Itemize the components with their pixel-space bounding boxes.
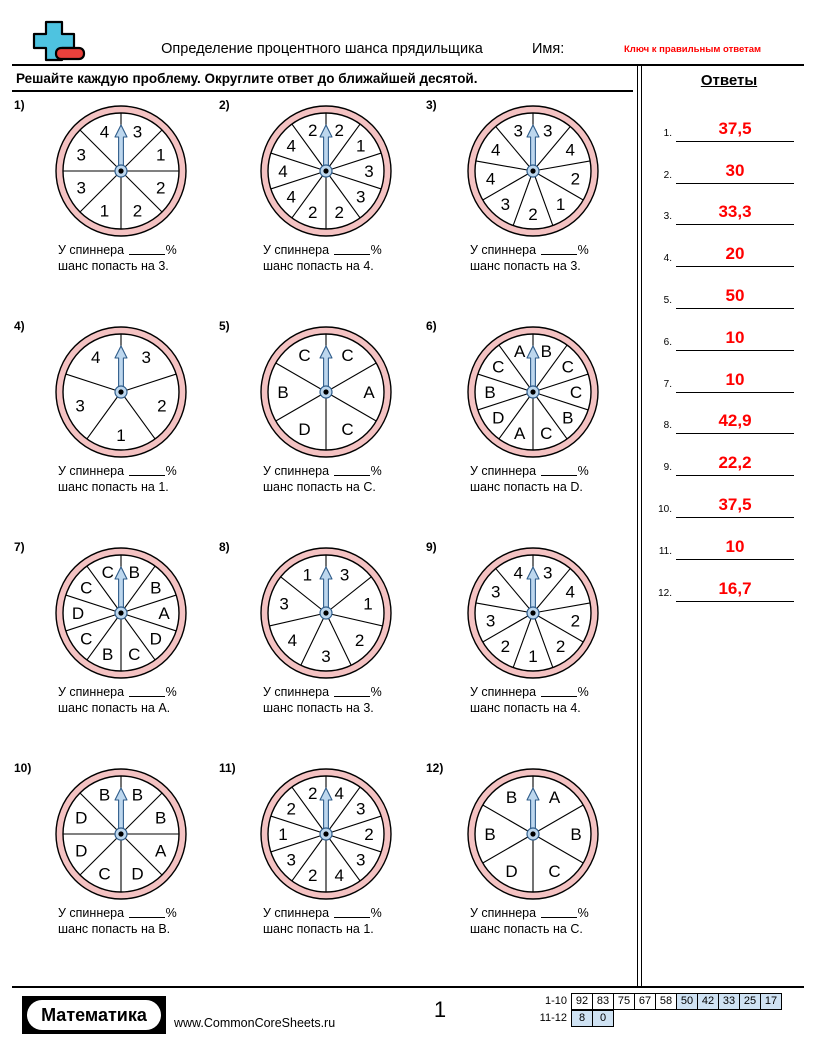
answer-number: 8. [663, 420, 672, 432]
answer-row [650, 351, 816, 393]
spinner-sector-label: D [492, 408, 505, 428]
spinner-sector-label: D [149, 629, 162, 649]
question-line1-prefix: У спиннера [470, 906, 540, 920]
problem-number: 7) [14, 540, 25, 554]
spinner-sector-label: 3 [513, 121, 524, 141]
answer-row [650, 142, 816, 184]
problem-number: 12) [426, 761, 444, 775]
answer-number: 2. [663, 169, 672, 181]
grading-scale-cell: 8 [571, 1010, 593, 1027]
spinner-sector-label: 4 [278, 162, 288, 181]
spinner-sector-label: B [562, 408, 574, 428]
answer-blank[interactable] [541, 243, 577, 255]
spinner-diagram [259, 546, 393, 680]
problem-item [217, 317, 417, 535]
spinner-sector-label: 3 [356, 799, 366, 819]
spinner-sector-label: C [98, 864, 111, 884]
grading-scale-cell: 0 [592, 1010, 614, 1027]
spinner-diagram [259, 767, 393, 901]
spinner-sector-label: A [514, 423, 526, 443]
spinner-sector-label: 2 [307, 121, 318, 141]
spinner-sector-label: 3 [141, 348, 152, 368]
spinner-sector-label: 3 [76, 145, 87, 165]
problem-item [12, 538, 212, 756]
problem-number: 2) [219, 98, 230, 112]
question-percent-sign: % [165, 685, 177, 699]
spinner-sector-label: 3 [364, 162, 374, 181]
problems-grid [12, 96, 632, 980]
problem-number: 5) [219, 319, 230, 333]
spinner-sector-label: 4 [491, 140, 501, 160]
spinner-sector-label: A [548, 787, 561, 807]
problem-item [217, 759, 417, 977]
answer-value: 20 [725, 244, 745, 264]
grading-scale [527, 993, 782, 1027]
spinner-arrow [320, 567, 332, 613]
spinner-sector-label: C [80, 629, 93, 649]
question-line2: шанс попасть на C. [263, 480, 376, 494]
spinner-sector-label: 4 [286, 136, 296, 156]
question-line2: шанс попасть на B. [58, 922, 171, 936]
spinner-sector-label: 4 [286, 187, 296, 207]
page-header [12, 14, 804, 66]
website-url: www.CommonCoreSheets.ru [174, 1016, 336, 1030]
spinner-sector-label: 4 [99, 122, 110, 142]
spinner-diagram [54, 325, 188, 459]
problems-row [12, 759, 632, 980]
answer-number: 10. [658, 503, 672, 515]
answer-number: 1. [663, 127, 672, 139]
problem-item [424, 96, 624, 314]
page-number: 1 [433, 997, 447, 1022]
answer-blank[interactable] [129, 906, 165, 918]
brand-label: Математика [27, 1000, 161, 1030]
answer-number: 3. [663, 211, 672, 223]
problems-row [12, 96, 632, 317]
problem-number: 1) [14, 98, 25, 112]
question-line2: шанс попасть на D. [470, 480, 583, 494]
problem-item [12, 317, 212, 535]
spinner-sector-label: 3 [75, 396, 85, 416]
column-divider [637, 66, 642, 986]
answer-value: 22,2 [718, 453, 752, 473]
problem-item [12, 759, 212, 977]
question-percent-sign: % [577, 243, 589, 257]
spinner-sector-label: 3 [356, 187, 366, 207]
spinner-arrow [320, 346, 332, 392]
spinner-sector-label: D [71, 604, 85, 623]
answer-row [650, 434, 816, 476]
answer-blank[interactable] [334, 464, 370, 476]
question-line2: шанс попасть на 1. [263, 922, 374, 936]
problems-row [12, 317, 632, 538]
spinner-arrow [115, 346, 127, 392]
spinner-arrow [527, 567, 539, 613]
question-line1-prefix: У спиннера [58, 685, 128, 699]
question-line2: шанс попасть на 4. [263, 259, 374, 273]
spinner-diagram [54, 767, 188, 901]
answer-value: 37,5 [718, 494, 752, 514]
spinner-sector-label: 3 [76, 178, 87, 198]
spinner-sector-label: 3 [279, 594, 289, 614]
grading-scale-cell: 75 [613, 993, 635, 1010]
spinner-sector-label: D [505, 862, 518, 882]
page-title: Определение процентного шанса прядильщика [161, 41, 483, 57]
spinner-sector-label: 2 [354, 630, 365, 650]
header-divider [12, 64, 804, 66]
spinner-sector-label: 3 [339, 565, 350, 585]
problem-item [217, 96, 417, 314]
grading-scale-cell: 58 [655, 993, 677, 1010]
answer-value: 42,9 [718, 411, 752, 431]
spinner-sector-label: C [561, 357, 574, 377]
answer-number: 6. [663, 336, 672, 348]
question-percent-sign: % [577, 464, 589, 478]
spinner-sector-label: 4 [334, 865, 345, 885]
problem-question-text [470, 242, 589, 274]
spinner-diagram [259, 325, 393, 459]
answer-blank[interactable] [334, 685, 370, 697]
answer-blank[interactable] [541, 685, 577, 697]
spinner-sector-label: 2 [155, 178, 166, 198]
spinner-sector-label: C [492, 357, 505, 377]
question-line1-prefix: У спиннера [470, 243, 540, 257]
answer-value: 37,5 [718, 118, 752, 138]
question-line1-prefix: У спиннера [58, 464, 128, 478]
answer-blank[interactable] [541, 906, 577, 918]
spinner-arrow [115, 125, 127, 171]
answer-row [650, 225, 816, 267]
spinner-sector-label: 2 [500, 636, 511, 656]
spinner-sector-label: 3 [286, 850, 296, 870]
problem-question-text [58, 242, 177, 274]
problem-question-text [58, 684, 177, 716]
question-line1-prefix: У спиннера [263, 906, 333, 920]
answer-row [650, 267, 816, 309]
spinner-arrow [320, 788, 332, 834]
spinner-sector-label: B [570, 825, 582, 844]
spinner-sector-label: 4 [334, 784, 345, 804]
answer-number: 4. [663, 253, 672, 265]
answer-blank[interactable] [541, 464, 577, 476]
answer-row [650, 393, 816, 435]
question-percent-sign: % [165, 243, 177, 257]
spinner-sector-label: D [298, 420, 311, 440]
answer-number: 9. [663, 462, 672, 474]
spinner-diagram [466, 546, 600, 680]
problem-question-text [470, 463, 589, 495]
spinner-sector-label: 2 [570, 611, 581, 631]
spinner-sector-label: 3 [356, 850, 366, 870]
spinner-sector-label: A [158, 604, 170, 623]
problem-number: 3) [426, 98, 437, 112]
question-percent-sign: % [165, 464, 177, 478]
spinner-sector-label: 2 [307, 865, 318, 885]
problem-question-text [58, 463, 177, 495]
grading-scale-cell: 42 [697, 993, 719, 1010]
spinner-arrow [115, 788, 127, 834]
spinner-sector-label: D [75, 808, 88, 828]
spinner-sector-label: 2 [555, 636, 566, 656]
spinner-sector-label: 3 [542, 563, 553, 583]
name-field-label: Имя: [532, 41, 565, 57]
spinner-sector-label: 2 [334, 202, 345, 222]
question-line2: шанс попасть на 1. [58, 480, 169, 494]
spinner-diagram [466, 767, 600, 901]
spinner-sector-label: D [75, 841, 88, 861]
question-line2: шанс попасть на 3. [263, 701, 374, 715]
problem-question-text [263, 463, 382, 495]
spinner-arrow [320, 125, 332, 171]
spinner-sector-label: 2 [364, 825, 374, 844]
footer-divider [12, 986, 804, 988]
spinner-sector-label: C [128, 644, 141, 664]
spinner-sector-label: 1 [555, 194, 566, 214]
answer-number: 7. [663, 378, 672, 390]
spinner-sector-label: B [102, 644, 114, 664]
question-percent-sign: % [370, 685, 382, 699]
grading-scale-cell: 92 [571, 993, 593, 1010]
spinner-sector-label: 1 [302, 565, 313, 585]
spinner-sector-label: C [80, 578, 93, 598]
problem-number: 10) [14, 761, 32, 775]
spinner-sector-label: 1 [99, 201, 110, 221]
spinner-sector-label: C [569, 383, 583, 402]
problem-question-text [263, 905, 382, 937]
spinner-sector-label: B [277, 383, 289, 402]
answers-list [650, 100, 816, 602]
spinner-sector-label: 1 [356, 136, 366, 156]
grading-scale-cell: 50 [676, 993, 698, 1010]
spinner-sector-label: B [131, 785, 144, 805]
problem-number: 8) [219, 540, 230, 554]
problem-item [424, 538, 624, 756]
answer-value: 30 [725, 160, 745, 180]
question-percent-sign: % [370, 243, 382, 257]
answer-row [650, 518, 816, 560]
spinner-sector-label: B [155, 808, 167, 828]
answer-row [650, 476, 816, 518]
spinner-sector-label: 1 [528, 647, 538, 666]
problem-number: 6) [426, 319, 437, 333]
spinner-sector-label: C [298, 345, 311, 365]
spinner-arrow [527, 125, 539, 171]
question-line1-prefix: У спиннера [58, 243, 128, 257]
spinner-sector-label: B [98, 785, 111, 805]
answer-blank[interactable] [129, 243, 165, 255]
question-line1-prefix: У спиннера [263, 464, 333, 478]
spinner-diagram [466, 325, 600, 459]
answer-blank[interactable] [334, 243, 370, 255]
spinner-diagram [259, 104, 393, 238]
spinner-sector-label: 4 [565, 582, 575, 602]
question-line2: шанс попасть на 3. [58, 259, 169, 273]
question-line1-prefix: У спиннера [263, 243, 333, 257]
spinner-sector-label: B [540, 342, 552, 362]
spinner-sector-label: D [131, 864, 144, 884]
spinner-sector-label: A [363, 383, 375, 402]
problem-number: 4) [14, 319, 25, 333]
problem-item [424, 759, 624, 977]
brand-logo [22, 996, 166, 1034]
spinner-sector-label: B [128, 563, 140, 583]
spinner-sector-label: C [540, 423, 553, 443]
spinner-sector-label: A [514, 342, 526, 362]
spinner-sector-label: 4 [287, 630, 298, 650]
spinner-sector-label: B [484, 383, 496, 402]
grading-scale-row-label: 11-12 [539, 1012, 567, 1024]
instructions-divider [12, 90, 633, 92]
spinner-arrow [527, 788, 539, 834]
grading-scale-cell: 67 [634, 993, 656, 1010]
answer-row [650, 184, 816, 226]
problem-question-text [470, 684, 589, 716]
question-line2: шанс попасть на A. [58, 701, 171, 715]
question-line1-prefix: У спиннера [470, 685, 540, 699]
answer-blank[interactable] [129, 464, 165, 476]
question-line1-prefix: У спиннера [263, 685, 333, 699]
spinner-diagram [54, 546, 188, 680]
grading-scale-cell: 33 [718, 993, 740, 1010]
spinner-sector-label: 4 [513, 563, 524, 583]
answer-row [650, 309, 816, 351]
answer-blank[interactable] [334, 906, 370, 918]
spinner-sector-label: 1 [363, 594, 373, 614]
spinner-sector-label: B [505, 787, 518, 807]
spinner-sector-label: B [484, 825, 496, 844]
spinner-sector-label: 2 [307, 784, 318, 804]
spinner-sector-label: C [341, 345, 354, 365]
spinner-sector-label: 4 [565, 140, 575, 160]
spinner-sector-label: C [341, 420, 354, 440]
spinner-sector-label: 3 [132, 122, 143, 142]
divider-line-left [637, 66, 638, 986]
spinner-sector-label: 4 [485, 169, 496, 189]
problems-row [12, 538, 632, 759]
answer-row [650, 100, 816, 142]
answer-value: 10 [725, 369, 745, 389]
question-line2: шанс попасть на C. [470, 922, 583, 936]
question-percent-sign: % [370, 464, 382, 478]
spinner-sector-label: 2 [307, 202, 318, 222]
question-percent-sign: % [577, 685, 589, 699]
problem-item [12, 96, 212, 314]
answers-panel-title: Ответы [700, 72, 758, 89]
spinner-sector-label: 1 [155, 145, 166, 165]
question-percent-sign: % [577, 906, 589, 920]
spinner-sector-label: B [150, 578, 162, 598]
divider-line-right [641, 66, 642, 986]
problem-question-text [58, 905, 177, 937]
spinner-diagram [466, 104, 600, 238]
spinner-sector-label: 2 [528, 205, 538, 224]
spinner-sector-label: C [101, 563, 114, 583]
answer-value: 16,7 [718, 578, 752, 598]
grading-scale-row-label: 1-10 [544, 995, 567, 1007]
grading-scale-row [527, 1010, 782, 1027]
answer-row [650, 560, 816, 602]
grading-scale-cell: 25 [739, 993, 761, 1010]
spinner-sector-label: A [155, 841, 167, 861]
problem-number: 9) [426, 540, 437, 554]
spinner-sector-label: 2 [157, 396, 167, 416]
answer-value: 33,3 [718, 202, 752, 222]
grading-scale-cell: 83 [592, 993, 614, 1010]
spinner-sector-label: 3 [500, 194, 511, 214]
question-line2: шанс попасть на 3. [470, 259, 581, 273]
grading-scale-cell: 17 [760, 993, 782, 1010]
answer-value: 10 [725, 536, 745, 556]
spinner-arrow [527, 346, 539, 392]
problem-question-text [470, 905, 589, 937]
answer-value: 10 [725, 327, 745, 347]
problem-number: 11) [219, 761, 236, 775]
question-line1-prefix: У спиннера [470, 464, 540, 478]
spinner-sector-label: 1 [116, 426, 126, 445]
question-line1-prefix: У спиннера [58, 906, 128, 920]
problem-item [424, 317, 624, 535]
problem-question-text [263, 242, 382, 274]
spinner-sector-label: 3 [321, 647, 331, 666]
answer-number: 11. [658, 545, 672, 557]
spinner-diagram [54, 104, 188, 238]
spinner-sector-label: 3 [491, 582, 501, 602]
spinner-sector-label: C [548, 862, 561, 882]
spinner-sector-label: 2 [132, 201, 143, 221]
spinner-sector-label: 2 [570, 169, 581, 189]
spinner-sector-label: 2 [334, 121, 345, 141]
grading-scale-row [527, 993, 782, 1010]
question-percent-sign: % [165, 906, 177, 920]
spinner-arrow [115, 567, 127, 613]
problem-item [217, 538, 417, 756]
answer-blank[interactable] [129, 685, 165, 697]
answer-number: 12. [658, 587, 672, 599]
spinner-sector-label: 3 [485, 611, 496, 631]
spinner-sector-label: 2 [286, 799, 296, 819]
question-line2: шанс попасть на 4. [470, 701, 581, 715]
spinner-sector-label: 4 [90, 348, 101, 368]
spinner-sector-label: 3 [542, 121, 553, 141]
answer-value: 50 [725, 285, 745, 305]
spinner-sector-label: 1 [278, 825, 288, 844]
question-percent-sign: % [370, 906, 382, 920]
problem-question-text [263, 684, 382, 716]
plus-minus-math-icon [26, 18, 86, 66]
answer-key-badge: Ключ к правильным ответам [624, 44, 762, 55]
answer-number: 5. [663, 294, 672, 306]
instructions-text: Решайте каждую проблему. Округлите ответ до ближайшей десятой. [16, 71, 478, 86]
